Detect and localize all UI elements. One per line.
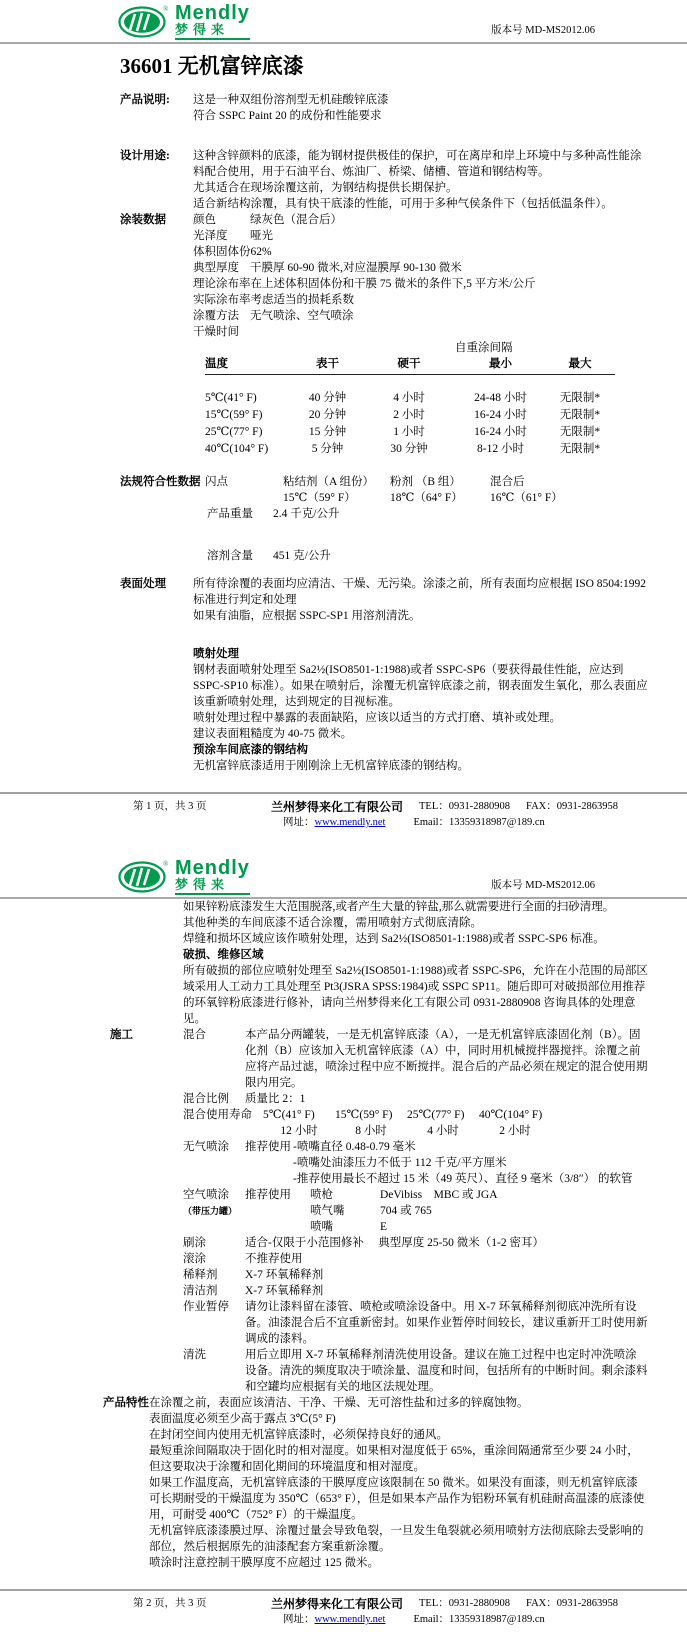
paragraph: -推荐使用最长不超过 15 米（49 英尺）、直径 9 毫米（3/8″） 的软管 [293,1173,633,1185]
section-label: 法规符合性数据 [120,476,201,488]
pressure-pot-note: （带压力罐） [183,1206,238,1216]
spec-row [193,308,648,324]
column-header: 最大 [568,358,592,370]
spec-key: 滚涂 [183,1253,206,1265]
paragraph: 喷涂时注意控制干膜厚度不应超过 125 微米。 [149,1557,379,1569]
spec-value: 用后立即用 X-7 环氧稀释剂清洗使用设备。建议在施工过程中也定时冲洗喷涂设备。清洗的频度取决于喷涂量、温度和时间，包括所有的中断时间。剩余漆料和空罐均应根据有关的地区法规处理。 [245,1349,648,1393]
section-product-features [0,1395,687,1571]
spec-value: 62% [250,246,272,258]
brush-row [183,1235,648,1251]
company-name: 兰州梦得来化工有限公司 [271,800,404,814]
column-header: 硬干 [397,358,421,370]
section-design-use [0,148,687,212]
registered-mark: ® [163,5,169,13]
footer-email: Email：13359318987@189.cn [413,817,545,828]
spec-value: 质量比 2：1 [245,1093,306,1105]
website-link[interactable]: www.mendly.net [314,1614,386,1625]
air-spray-row [183,1187,648,1235]
table-row: 15℃(59° F) 20 分钟 2 小时 16-24 小时 无限制* [205,409,601,421]
spec-key: 清洁剂 [183,1285,218,1297]
brand-name: Mendly [175,2,250,24]
spec-value: 请勿让漆料留在漆管、喷枪或喷涂设备中。用 X-7 环氧稀释剂彻底冲洗所有设备。油漆混合后不宜重新密封。如果作业暂停时间较长，建议重新开工时使用新调成的漆料。 [245,1301,648,1345]
spec-key: 空气喷涂 [183,1189,229,1201]
section-label: 涂装数据 [120,214,166,226]
spec-value: 哑光 [250,230,273,242]
paragraph: 所有破损的部位应喷射处理至 Sa2½(ISO8501-1:1988)或者 SSPC-SP6，允许在小范围的局部区域采用人工动力工具处理至 Pt3(JSRA SPSS:1984)或 SSPC SP11。随后即可对破损部位用推荐的环氧锌粉底漆进行修补，请向兰州梦得来化工有限公司 0931-2880908 咨询具体的处理意见。 [183,965,648,1025]
spec-key: 实际涂布率 [193,294,251,306]
airless-spray-row [183,1139,648,1187]
paragraph: 在封闭空间内使用无机富锌底漆时，必须保持良好的通风。 [149,1429,448,1441]
column-header: 表干 [316,358,339,370]
page2-header [0,855,687,897]
spec-value: 451 克/公升 [273,550,331,562]
spec-key: 混合比例 [183,1093,229,1105]
air-spray-item: 喷枪 DeVibiss MBC 或 JGA [310,1189,498,1201]
thinner-row [183,1267,648,1283]
spec-value: 本产品分两罐装，一是无机富锌底漆（A），一是无机富锌底漆固化剂（B）。固化剂（B）应该加入无机富锌底漆（A）中，同时用机械搅拌器搅拌。涂覆之前应将产品过滤，喷涂过程中应不断搅拌。混合后的产品必须在规定的混合使用期 限内用完。 [245,1029,648,1089]
footer-tel: TEL：0931-2880908 [419,1598,511,1609]
roller-row [183,1251,648,1267]
mixing-row [183,1027,648,1091]
section-regulatory-data [0,474,687,506]
solvent-content-row [0,548,687,564]
paragraph: 这种含锌颜料的底漆，能为钢材提供极佳的保护，可在离岸和岸上环境中与多种高性能涂料配合使用，用于石油平台、炼油厂、桥梁、储槽、管道和钢结构等。 [193,150,642,178]
spec-key: 稀释剂 [183,1269,218,1281]
subsection-title: 破损、维修区域 [183,949,264,961]
spec-key: 体积固体份 [193,246,251,258]
paragraph: 符合 SSPC Paint 20 的成份和性能要求 [193,110,382,122]
spec-row [193,292,648,308]
paragraph: 其他种类的车间底漆不适合涂覆，需用喷射方式彻底清除。 [183,917,482,929]
paragraph: 无机富锌底漆漆膜过厚、涂覆过量会导致龟裂，一旦发生龟裂就必须用喷射方法彻底除去受影响的部位，然后根据原先的油漆配套方案重新涂覆。 [149,1525,644,1553]
footer-email: Email：13359318987@189.cn [413,1614,545,1625]
spec-value: 无气喷涂、空气喷涂 [250,310,354,322]
spec-key: 溶剂含量 [207,550,253,562]
air-spray-item: 喷嘴 E [310,1221,388,1233]
company-name: 兰州梦得来化工有限公司 [271,1597,404,1611]
table-row: 25℃(77° F) 15 分钟 1 小时 16-24 小时 无限制* [205,426,601,438]
paragraph: 这是一种双组份溶剂型无机硅酸锌底漆 [193,94,389,106]
spec-key: 刷涂 [183,1237,206,1249]
regulatory-header-row: 闪点 粘结剂（A 组份） 粉剂 （B 组） 混合后 [205,476,525,488]
page-title: 36601 无机富锌底漆 [120,54,304,78]
paragraph: 无机富锌底漆适用于刚刚涂上无机富锌底漆的钢结构。 [193,760,469,772]
pot-life-row [183,1107,648,1139]
spec-row [193,276,648,292]
spec-value: 适合-仅限于小范围修补 典型厚度 25-50 微米（1-2 密耳） [245,1237,544,1249]
spec-key: 涂覆方法 [193,310,239,322]
paragraph: 如果工作温度高，无机富锌底漆的干膜厚度应该限制在 50 微米。如果没有面漆，则无机富锌底漆可长期耐受的干燥温度为 350℃（653° F），但是如果本产品作为铝粉环氧有机硅耐高温漆的底漆使用，可耐受 400℃（752° F）的干燥温度。 [149,1477,645,1521]
paragraph: 尤其适合在现场涂覆这前，为钢结构提供长期保护。 [193,182,458,194]
spec-key: 干燥时间 [193,326,239,338]
spec-key: 颜色 [193,214,216,226]
subsection-title: 喷射处理 [193,648,239,660]
spec-key: 无气喷涂 [183,1141,229,1153]
spec-row [193,244,648,260]
spec-key: 光泽度 [193,230,228,242]
shop-primer-continued [0,899,687,1027]
spec-row [193,228,648,244]
website-label: 网址： [283,1614,315,1625]
page-2 [0,855,687,1628]
section-label: 表面处理 [120,578,166,590]
paragraph: 表面温度必须至少高于露点 3℃(5° F) [149,1413,336,1425]
spec-value: 干膜厚 60-90 微米,对应湿膜厚 90-130 微米 [250,262,462,274]
spec-key: 典型厚度 [193,262,239,274]
paragraph: 建议表面粗糙度为 40-75 微米。 [193,728,353,740]
page1-header [0,0,687,42]
cleanup-row [183,1347,648,1395]
page2-footer [0,1591,687,1628]
recommended-label: 推荐使用 [245,1189,291,1201]
product-weight-row [0,506,687,522]
mix-ratio-row [183,1091,648,1107]
column-header: 温度 [205,358,228,370]
paragraph: 如果锌粉底漆发生大范围脱落,或者产生大量的锌盐,那么就需要进行全面的扫砂清理。 [183,901,615,913]
paragraph: 在涂覆之前，表面应该清洁、干净、干燥、无可溶性盐和过多的锌腐蚀物。 [149,1397,529,1409]
spec-value: X-7 环氧稀释剂 [245,1285,324,1297]
recommended-label: 推荐使用 [245,1141,291,1153]
paragraph: 最短重涂间隔取决于固化时的相对湿度。如果相对湿度低于 65%，重涂间隔通常至少要 24 小时，但这要取决于涂覆和固化期间的环境温度和相对湿度。 [149,1445,639,1473]
paragraph: -喷嘴直径 0.48-0.79 毫米 [293,1141,416,1153]
section-label: 施工 [110,1029,133,1041]
paragraph: 焊缝和损坏区域应该作喷射处理，达到 Sa2½(ISO8501-1:1988)或者 SSPC-SP6 标准。 [183,933,605,945]
section-label: 产品说明: [120,94,170,106]
header-rule [0,42,687,44]
section-coating-data [0,212,687,458]
spec-value: 在上述体积固体份和干膜 75 微米的条件下,5 平方米/公斤 [250,278,536,290]
mendly-logo [118,4,250,40]
version-label: 版本号 MD-MS2012.06 [491,25,595,36]
table-row: 5℃(41° F) 40 分钟 4 小时 24-48 小时 无限制* [205,392,601,404]
spec-value: 不推荐使用 [245,1253,303,1265]
brand-name: Mendly [175,857,250,879]
spec-value: 考虑适当的损耗系数 [250,294,354,306]
paragraph: -喷嘴处油漆压力不低于 112 千克/平方厘米 [293,1157,507,1169]
pot-life-times: 12 小时 8 小时 4 小时 2 小时 [280,1125,531,1137]
subsection-title: 预涂车间底漆的钢结构 [193,744,308,756]
section-application [0,1027,687,1395]
spec-key: 理论涂布率 [193,278,251,290]
page-number: 第 1 页，共 3 页 [133,801,207,812]
spec-value: 2.4 千克/公升 [273,508,340,520]
spec-key: 作业暂停 [183,1301,229,1313]
mendly-logo [118,859,250,895]
spec-key: 混合 [183,1029,206,1041]
pot-life-temps: 5℃(41° F) 15℃(59° F) 25℃(77° F) 40℃(104° F) [263,1109,543,1121]
spec-row [193,212,648,228]
spec-value: X-7 环氧稀释剂 [245,1269,324,1281]
regulatory-value-row: 15℃（59° F） 18℃（64° F） 16℃（61° F） [283,492,563,504]
page1-footer [0,794,687,831]
table-group-header: 自重涂间隔 [455,342,513,354]
table-header-row [205,356,615,375]
paragraph: 钢材表面喷射处理至 Sa2½(ISO8501-1:1988)或者 SSPC-SP6（要获得最佳性能，应达到 SSPC-SP10 标准）。如果在喷射后，涂覆无机富锌底漆之前，钢表面发生氧化，那么表面应该重新喷射处理，达到规定的目视标准。 [193,664,648,708]
drying-time-table [205,340,615,458]
website-link[interactable]: www.mendly.net [314,817,386,828]
table-row: 40℃(104° F) 5 分钟 30 分钟 8-12 小时 无限制* [205,443,601,455]
section-label: 产品特性 [103,1397,149,1409]
paragraph: 适合新结构涂覆，具有快干底漆的性能，可用于多种气侯条件下（包括低温条件）。 [193,198,613,210]
spec-key: 清洗 [183,1349,206,1361]
section-product-description [0,92,687,124]
website-label: 网址： [283,817,315,828]
page-number: 第 2 页，共 3 页 [133,1598,207,1609]
air-spray-item: 喷气嘴 704 或 765 [310,1205,432,1217]
footer-tel: TEL：0931-2880908 [419,801,511,812]
mendly-logo-icon [118,859,170,893]
paragraph: 所有待涂覆的表面均应清洁、干燥、无污染。涂漆之前，所有表面均应根据 ISO 8504:1992 标准进行判定和处理 [193,578,646,606]
column-header: 最小 [489,358,512,370]
spec-key: 混合使用寿命 [183,1109,252,1121]
section-surface-prep [0,576,687,774]
spec-key: 产品重量 [207,508,253,520]
paragraph: 喷射处理过程中暴露的表面缺陷，应该以适当的方式打磨、填补或处理。 [193,712,561,724]
brand-name-cn: 梦得来 [175,878,250,895]
spec-key: 闪点 [205,476,228,488]
paragraph: 如果有油脂，应根据 SSPC-SP1 用溶剂清洗。 [193,610,421,622]
cleaner-row [183,1283,648,1299]
spec-value: 绿灰色（混合后） [250,214,342,226]
section-label: 设计用途: [120,150,170,162]
version-label: 版本号 MD-MS2012.06 [491,880,595,891]
registered-mark: ® [163,860,169,868]
footer-fax: FAX：0931-2863958 [526,1598,618,1609]
footer-fax: FAX：0931-2863958 [526,801,618,812]
mendly-logo-icon [118,4,170,38]
spec-row [193,324,648,340]
work-pause-row [183,1299,648,1347]
spec-row [193,260,648,276]
brand-name-cn: 梦得来 [175,23,250,40]
